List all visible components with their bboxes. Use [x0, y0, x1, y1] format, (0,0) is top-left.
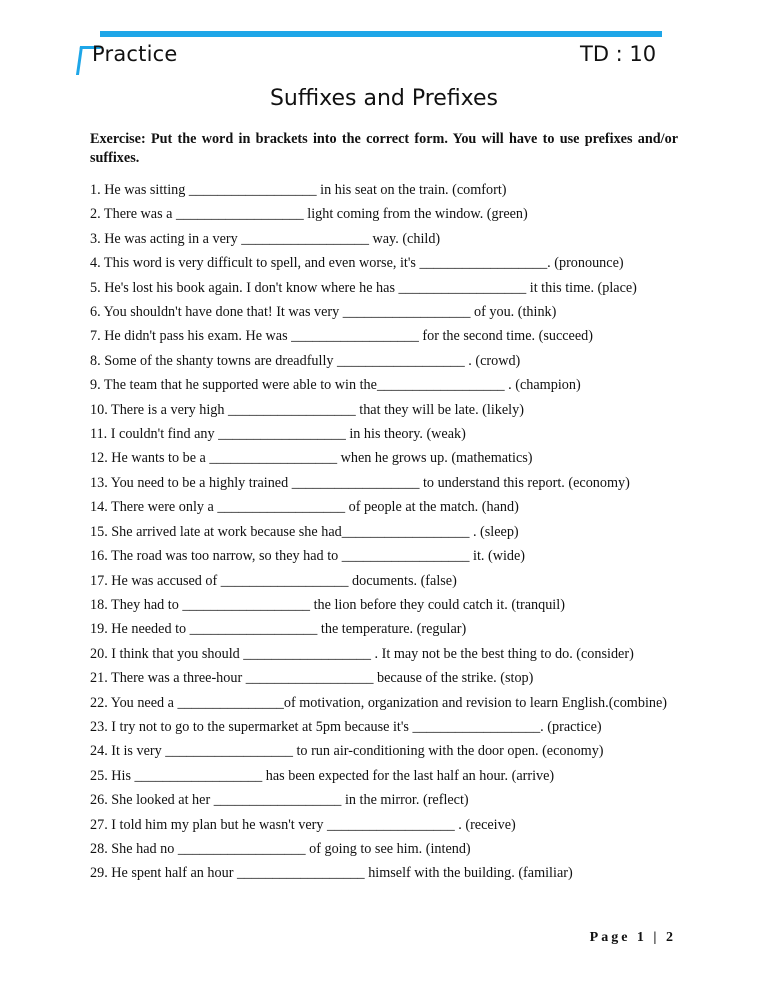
exercise-item-28: 28. She had no __________________ of going to see him. (intend) [90, 840, 471, 857]
exercise-item-1: 1. He was sitting __________________ in his seat on the train. (comfort) [90, 182, 507, 198]
exercise-item-4: 4. This word is very difficult to spell, and even worse, it's __________________. (pronounce) [90, 255, 624, 272]
exercise-item-11: 11. I couldn't find any __________________ in his theory. (weak) [90, 426, 466, 443]
exercise-item-10: 10. There is a very high __________________ that they will be late. (likely) [90, 401, 524, 418]
exercise-item-24: 24. It is very __________________ to run air-conditioning with the door open. (economy) [90, 743, 604, 760]
exercise-item-8: 8. Some of the shanty towns are dreadfully __________________ . (crowd) [90, 352, 521, 369]
exercise-item-16: 16. The road was too narrow, so they had to __________________ it. (wide) [90, 548, 526, 565]
exercise-item-15: 15. She arrived late at work because she had__________________ . (sleep) [90, 523, 519, 540]
exercise-item-7: 7. He didn't pass his exam. He was __________________ for the second time. (succeed) [90, 328, 593, 345]
header-td-label: TD : 10 [580, 42, 657, 66]
exercise-item-13: 13. You need to be a highly trained __________________ to understand this report. (economy) [90, 474, 630, 491]
exercise-instruction: Exercise: Put the word in brackets into the correct form. You will have to use prefixes and/or suffixes. [90, 131, 678, 166]
exercise-item-25: 25. His __________________ has been expected for the last half an hour. (arrive) [90, 767, 555, 784]
page-title: Suffixes and Prefixes [269, 86, 499, 111]
exercise-item-5: 5. He's lost his book again. I don't know where he has __________________ it this time. (place) [90, 279, 637, 296]
header-accent-bar [100, 31, 662, 37]
header-practice-label: Practice [92, 42, 178, 66]
exercise-list [90, 178, 678, 886]
exercise-item-6: 6. You shouldn't have done that! It was very __________________ of you. (think) [90, 304, 557, 321]
exercise-item-29: 29. He spent half an hour __________________ himself with the building. (familiar) [90, 865, 573, 882]
exercise-item-23: 23. I try not to go to the supermarket at 5pm because it's __________________. (practice) [90, 718, 602, 735]
exercise-item-26: 26. She looked at her __________________ in the mirror. (reflect) [90, 792, 469, 809]
exercise-item-21: 21. There was a three-hour __________________ because of the strike. (stop) [90, 670, 534, 687]
exercise-item-3: 3. He was acting in a very __________________ way. (child) [90, 230, 441, 247]
exercise-item-17: 17. He was accused of __________________ documents. (false) [90, 572, 457, 589]
exercise-item-20: 20. I think that you should __________________ . It may not be the best thing to do. (consider) [90, 645, 634, 662]
page-number: Page 1 | 2 [589, 930, 676, 945]
exercise-item-2: 2. There was a __________________ light coming from the window. (green) [90, 206, 528, 223]
exercise-item-19: 19. He needed to __________________ the temperature. (regular) [90, 621, 467, 638]
exercise-item-18: 18. They had to __________________ the lion before they could catch it. (tranquil) [90, 596, 565, 613]
exercise-item-14: 14. There were only a __________________ of people at the match. (hand) [90, 499, 519, 516]
exercise-item-22: 22. You need a _______________of motivation, organization and revision to learn English.(combine) [90, 694, 667, 711]
exercise-item-9: 9. The team that he supported were able to win the__________________ . (champion) [90, 377, 581, 394]
exercise-item-12: 12. He wants to be a __________________ when he grows up. (mathematics) [90, 450, 533, 467]
exercise-item-27: 27. I told him my plan but he wasn't very __________________ . (receive) [90, 816, 516, 833]
